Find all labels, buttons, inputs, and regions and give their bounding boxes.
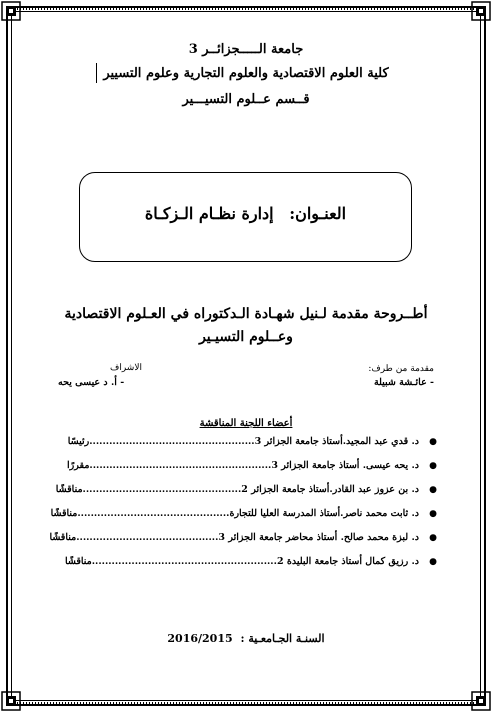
thesis-description-cont: وعــلوم التسيـير [199,329,293,345]
list-item: ● د. بن عزوز عبد القادر.أستاذ جامعة الجزائر 2................................................مناقشًا [55,478,437,502]
list-item: ● د. رزيق كمال أستاذ جامعة البليدة 2........................................................مناقشًا [55,550,437,574]
title-label: العنـوان: [289,204,347,223]
presented-by-label: مقدمة من طرف: [368,364,434,374]
corner-ornament-icon [470,690,492,712]
border-pattern-bottom [14,702,478,704]
border-pattern-top [14,8,478,10]
corner-ornament-icon [470,0,492,22]
list-item: ● د. ثابت محمد ناصر.أستاذ المدرسة العليا للتجارة..............................................مناقشًا [55,502,437,526]
bullet-icon: ● [429,461,437,471]
faculty-name: كلية العلوم الاقتصادية والعلوم التجارية وعلوم التسيير [103,66,389,81]
supervisor-name: - أ. د عيسى يحه [58,377,125,388]
department-name: قــسم عــلوم التسيـــير [182,92,310,107]
bullet-icon: ● [429,485,437,495]
thesis-description: أطــروحة مقدمة لـنيل شهـادة الـدكتوراه في العـلوم الاقتصادية [64,306,428,322]
academic-year-value: 2016/2015 [167,632,233,645]
list-item: ● د. يحه عيسى. أستاذ جامعة الجزائر 3.......................................................مقررًا [55,454,437,478]
academic-year [120,632,372,645]
bullet-icon: ● [429,437,437,447]
bullet-icon: ● [429,557,437,567]
academic-year-label: السنـة الجـامعـية : [240,632,325,645]
bullet-icon: ● [429,533,437,543]
university-name: جامعة الـــــجزائــر 3 [188,42,304,57]
committee-list [49,430,437,574]
title-value: إدارة نظـام الـزكـاة [144,204,274,223]
list-item: ● د. قدي عبد المجيد.أستاذ جامعة الجزائر 3..................................................رئيسًا [55,430,437,454]
bullet-icon: ● [429,509,437,519]
page-border-inner [11,11,481,701]
supervision-label: الاشراف [110,363,142,373]
list-item: ● د. لبزة محمد صالح. أستاذ محاضر جامعة الجزائر 3...........................................مناقشًا [55,526,437,550]
student-name: - عائـشة شبيلة [373,377,434,388]
corner-ornament-icon [0,690,22,712]
thesis-title [79,204,412,223]
committee-title: أعضاء اللجنة المناقشة [199,418,293,429]
corner-ornament-icon [0,0,22,22]
